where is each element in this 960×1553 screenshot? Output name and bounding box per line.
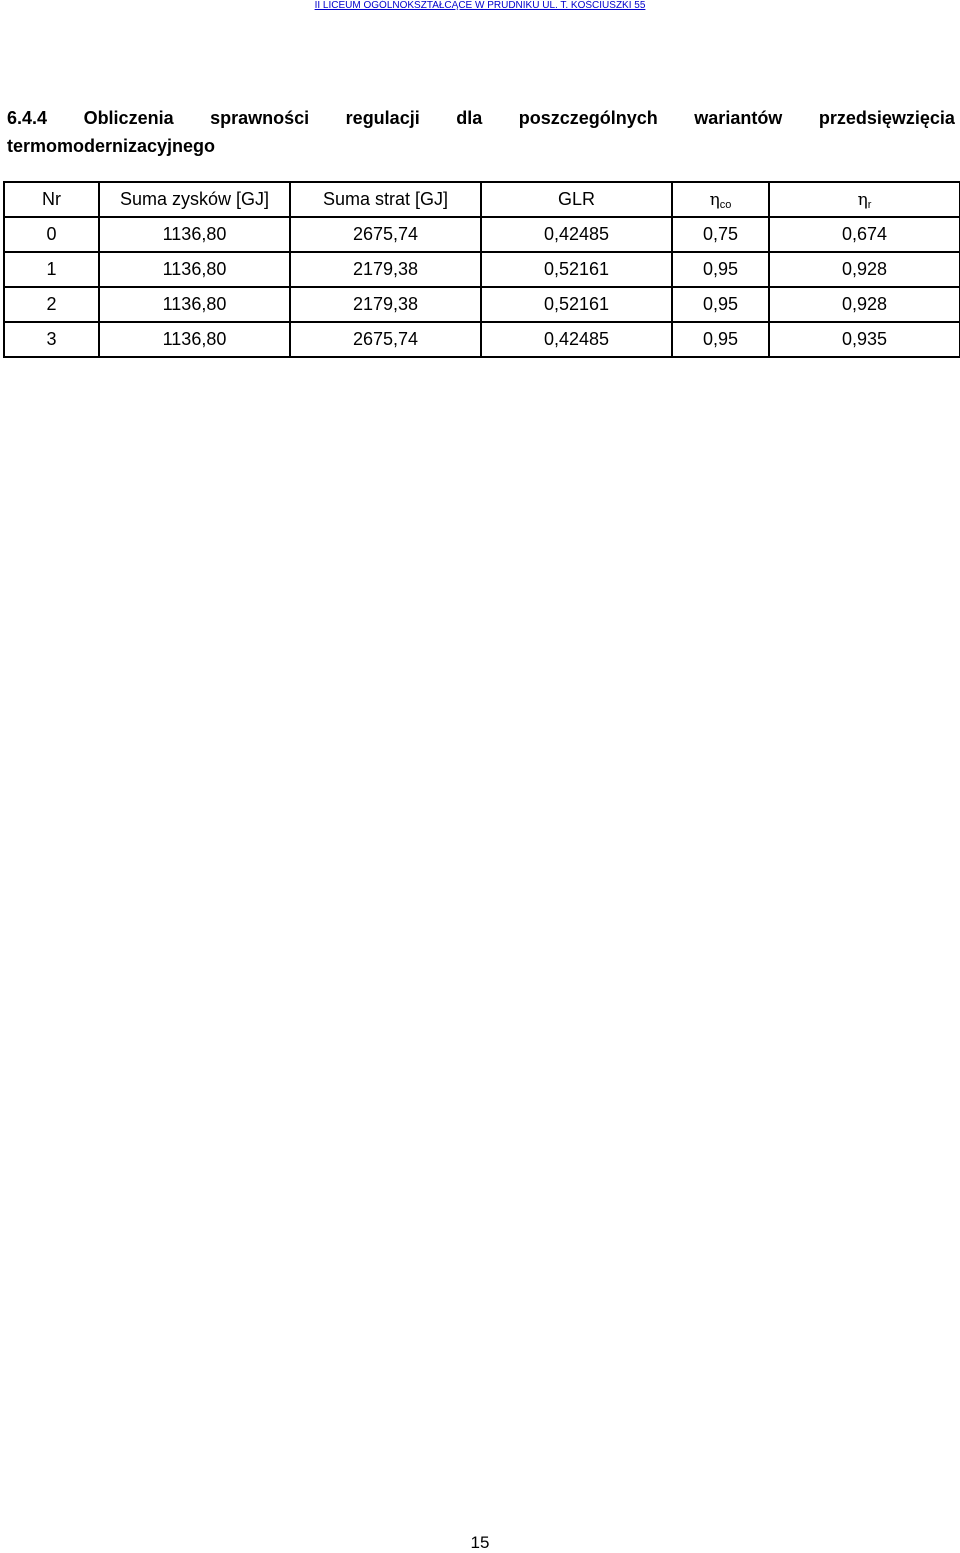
cell-eta-r: 0,928: [769, 287, 960, 322]
cell-nr: 2: [4, 287, 99, 322]
column-header-eta-r: [769, 182, 960, 217]
column-header-eta-co: [672, 182, 769, 217]
heading-word: przedsięwzięcia: [818, 108, 955, 128]
cell-nr: 0: [4, 217, 99, 252]
heading-word: 6.4.4: [7, 108, 48, 128]
table-row: [4, 322, 960, 357]
section-heading-line-1: [7, 104, 955, 132]
column-header-suma-zyskow: Suma zysków [GJ]: [99, 182, 290, 217]
efficiency-table: [3, 181, 960, 358]
cell-suma-strat: 2179,38: [290, 252, 481, 287]
cell-eta-co: 0,95: [672, 287, 769, 322]
cell-eta-r: 0,674: [769, 217, 960, 252]
eta-r-subscript: r: [867, 198, 872, 211]
cell-suma-zyskow: 1136,80: [99, 217, 290, 252]
cell-eta-co: 0,95: [672, 252, 769, 287]
cell-eta-r: 0,935: [769, 322, 960, 357]
cell-eta-co: 0,75: [672, 217, 769, 252]
heading-word: regulacji: [345, 108, 420, 128]
cell-suma-strat: 2179,38: [290, 287, 481, 322]
eta-symbol: η: [709, 189, 720, 210]
cell-glr: 0,52161: [481, 287, 672, 322]
cell-eta-r: 0,928: [769, 252, 960, 287]
table-row: [4, 252, 960, 287]
eta-symbol: η: [857, 189, 868, 210]
heading-word: Obliczenia: [83, 108, 174, 128]
column-header-suma-strat: Suma strat [GJ]: [290, 182, 481, 217]
section-heading-line-2: termomodernizacyjnego: [7, 136, 216, 156]
eta-co-subscript: co: [719, 198, 732, 211]
running-header: II LICEUM OGÓLNOKSZTAŁCĄCE W PRUDNIKU UL. T. KOŚCIUSZKI 55: [314, 0, 646, 11]
cell-suma-zyskow: 1136,80: [99, 287, 290, 322]
cell-glr: 0,42485: [481, 322, 672, 357]
heading-word: poszczególnych: [518, 108, 658, 128]
heading-word: wariantów: [694, 108, 783, 128]
cell-suma-zyskow: 1136,80: [99, 322, 290, 357]
column-header-glr: GLR: [481, 182, 672, 217]
heading-word: dla: [456, 108, 483, 128]
cell-suma-strat: 2675,74: [290, 322, 481, 357]
cell-suma-strat: 2675,74: [290, 217, 481, 252]
cell-nr: 1: [4, 252, 99, 287]
section-heading: [7, 104, 955, 160]
table-header-row: [4, 182, 960, 217]
page-number: 15: [470, 1533, 490, 1552]
table-row: [4, 287, 960, 322]
cell-suma-zyskow: 1136,80: [99, 252, 290, 287]
column-header-nr: Nr: [4, 182, 99, 217]
cell-nr: 3: [4, 322, 99, 357]
cell-glr: 0,42485: [481, 217, 672, 252]
heading-word: sprawności: [210, 108, 310, 128]
table-row: [4, 217, 960, 252]
cell-eta-co: 0,95: [672, 322, 769, 357]
cell-glr: 0,52161: [481, 252, 672, 287]
